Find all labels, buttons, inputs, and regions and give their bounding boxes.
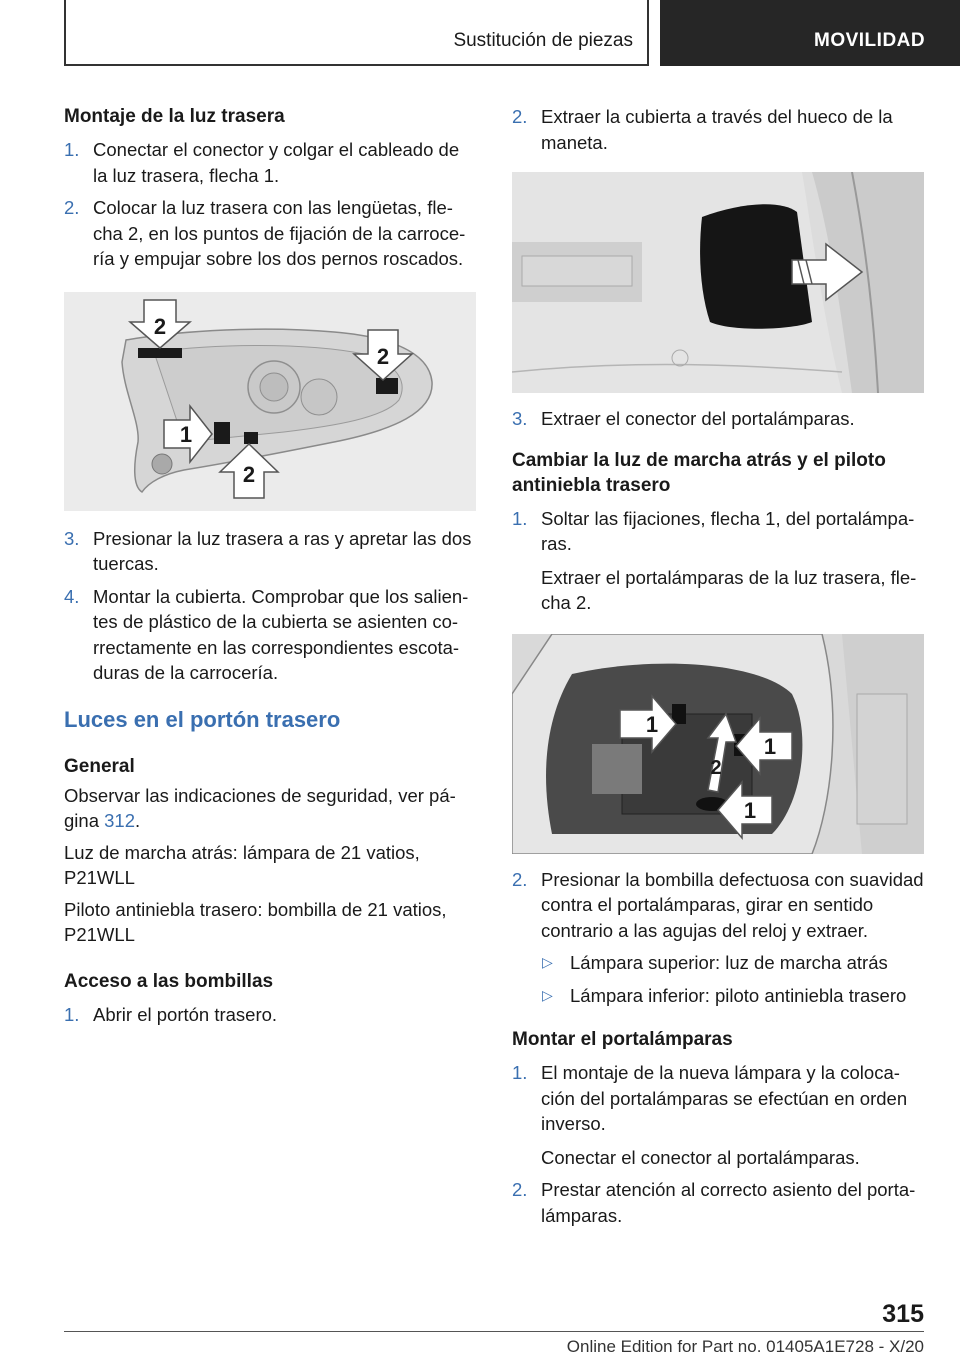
figure-label-1: 1 bbox=[763, 733, 777, 759]
taillight-illustration bbox=[64, 292, 476, 511]
figure-label-1: 1 bbox=[645, 711, 659, 737]
page-number: 315 bbox=[882, 1300, 924, 1328]
step-text: Presionar la bombilla defectuosa con suavidad contra el portalámparas, girar en sentido contrario a las agujas del reloj y extraer. bbox=[541, 868, 924, 941]
step-number: 1. bbox=[64, 139, 80, 160]
step-number: 3. bbox=[512, 408, 528, 429]
figure-label-2: 2 bbox=[376, 343, 390, 369]
step-text: Extraer el conector del portalámparas. bbox=[541, 408, 855, 429]
step-item bbox=[512, 867, 924, 944]
footer-divider bbox=[64, 1331, 924, 1332]
step-number: 2. bbox=[64, 197, 80, 218]
step-item bbox=[512, 104, 924, 155]
header-section-box bbox=[64, 0, 649, 66]
general-safety-text: Observar las indicaciones de seguridad, ver página 312. bbox=[64, 784, 456, 831]
heading-change-lights: Cambiar la luz de marcha atrás y el piloto antiniebla trasero bbox=[512, 449, 886, 496]
heading-bulb-access: Acceso a las bombillas bbox=[64, 970, 274, 992]
step-number: 1. bbox=[512, 507, 528, 529]
header-section-title: Sustitución de piezas bbox=[453, 30, 633, 51]
step-item bbox=[64, 137, 476, 188]
figure-label-2: 2 bbox=[242, 461, 256, 487]
header-chapter-title: MOVILIDAD bbox=[814, 30, 926, 51]
step-item bbox=[512, 1177, 924, 1228]
step-text: Extraer la cubierta a través del hueco de la maneta. bbox=[541, 106, 893, 153]
list-item bbox=[512, 950, 924, 976]
bullet-text: Lámpara inferior: piloto antiniebla trasero bbox=[570, 984, 907, 1006]
fog-light-spec: Piloto antiniebla trasero: bombilla de 21 vatios, P21WLL bbox=[64, 898, 447, 945]
figure-label-2: 2 bbox=[710, 756, 722, 779]
step-number: 1. bbox=[512, 1062, 528, 1083]
page-link[interactable]: 312 bbox=[104, 810, 135, 831]
step-number: 2. bbox=[512, 868, 528, 890]
triangle-bullet-icon: ▷ bbox=[542, 986, 553, 1003]
step-subtext: Extraer el portalámparas de la luz trasera, flecha 2. bbox=[541, 566, 917, 613]
step-text: Conectar el conector y colgar el cableado de la luz trasera, flecha 1. bbox=[93, 139, 460, 186]
heading-taillight-mounting: Montaje de la luz trasera bbox=[64, 106, 285, 127]
heading-general: General bbox=[64, 755, 135, 777]
taillight-svg bbox=[64, 292, 476, 511]
tailgate-cover-svg bbox=[512, 172, 924, 393]
triangle-bullet-icon: ▷ bbox=[542, 954, 553, 970]
section-title: Luces en el portón trasero bbox=[64, 706, 341, 732]
reverse-light-spec: Luz de marcha atrás: lámpara de 21 vatios, P21WLL bbox=[64, 841, 420, 888]
bulb-holder-illustration bbox=[512, 634, 924, 854]
step-item bbox=[64, 526, 476, 577]
step-item bbox=[64, 584, 476, 686]
right-column bbox=[512, 104, 924, 1228]
step-item bbox=[64, 195, 476, 272]
step-number: 4. bbox=[64, 585, 80, 607]
step-text: El montaje de la nueva lámpara y la colocación del portalámparas se efectúan en orden inverso. bbox=[541, 1062, 908, 1134]
heading-mount-holder: Montar el portalámparas bbox=[512, 1029, 733, 1050]
step-number: 3. bbox=[64, 527, 80, 549]
step-text: Presionar la luz trasera a ras y apretar las dos tuercas. bbox=[93, 527, 472, 574]
list-item bbox=[512, 983, 924, 1009]
step-item bbox=[512, 1060, 924, 1170]
header-chapter-tab bbox=[660, 0, 960, 66]
step-item bbox=[512, 506, 924, 616]
left-column bbox=[64, 104, 476, 1027]
step-item bbox=[64, 1002, 476, 1028]
step-subtext: Conectar el conector al portalámparas. bbox=[541, 1146, 860, 1168]
figure-label-1: 1 bbox=[179, 421, 193, 447]
figure-label-2: 2 bbox=[153, 313, 167, 339]
step-item bbox=[512, 406, 924, 432]
step-text: Soltar las fijaciones, flecha 1, del portalámparas. bbox=[541, 507, 915, 554]
step-text: Montar la cubierta. Comprobar que los salientes de plástico de la cubierta se asienten correctamente en las correspondientes escotaduras de la carrocería. bbox=[93, 585, 469, 683]
step-text: Abrir el portón trasero. bbox=[93, 1003, 278, 1025]
step-number: 1. bbox=[64, 1003, 80, 1025]
step-number: 2. bbox=[512, 1179, 528, 1200]
bulb-holder-svg bbox=[512, 634, 924, 854]
step-text: Colocar la luz trasera con las lengüetas, flecha 2, en los puntos de fijación de la carrocería y empujar sobre los dos pernos roscados. bbox=[93, 197, 466, 269]
step-text: Prestar atención al correcto asiento del portalámparas. bbox=[541, 1179, 916, 1226]
figure-label-1: 1 bbox=[743, 797, 757, 823]
footer-edition: Online Edition for Part no. 01405A1E728 - X/20 bbox=[566, 1337, 924, 1356]
bullet-text: Lámpara superior: luz de marcha atrás bbox=[570, 952, 888, 973]
tailgate-cover-illustration bbox=[512, 172, 924, 393]
step-number: 2. bbox=[512, 106, 528, 127]
